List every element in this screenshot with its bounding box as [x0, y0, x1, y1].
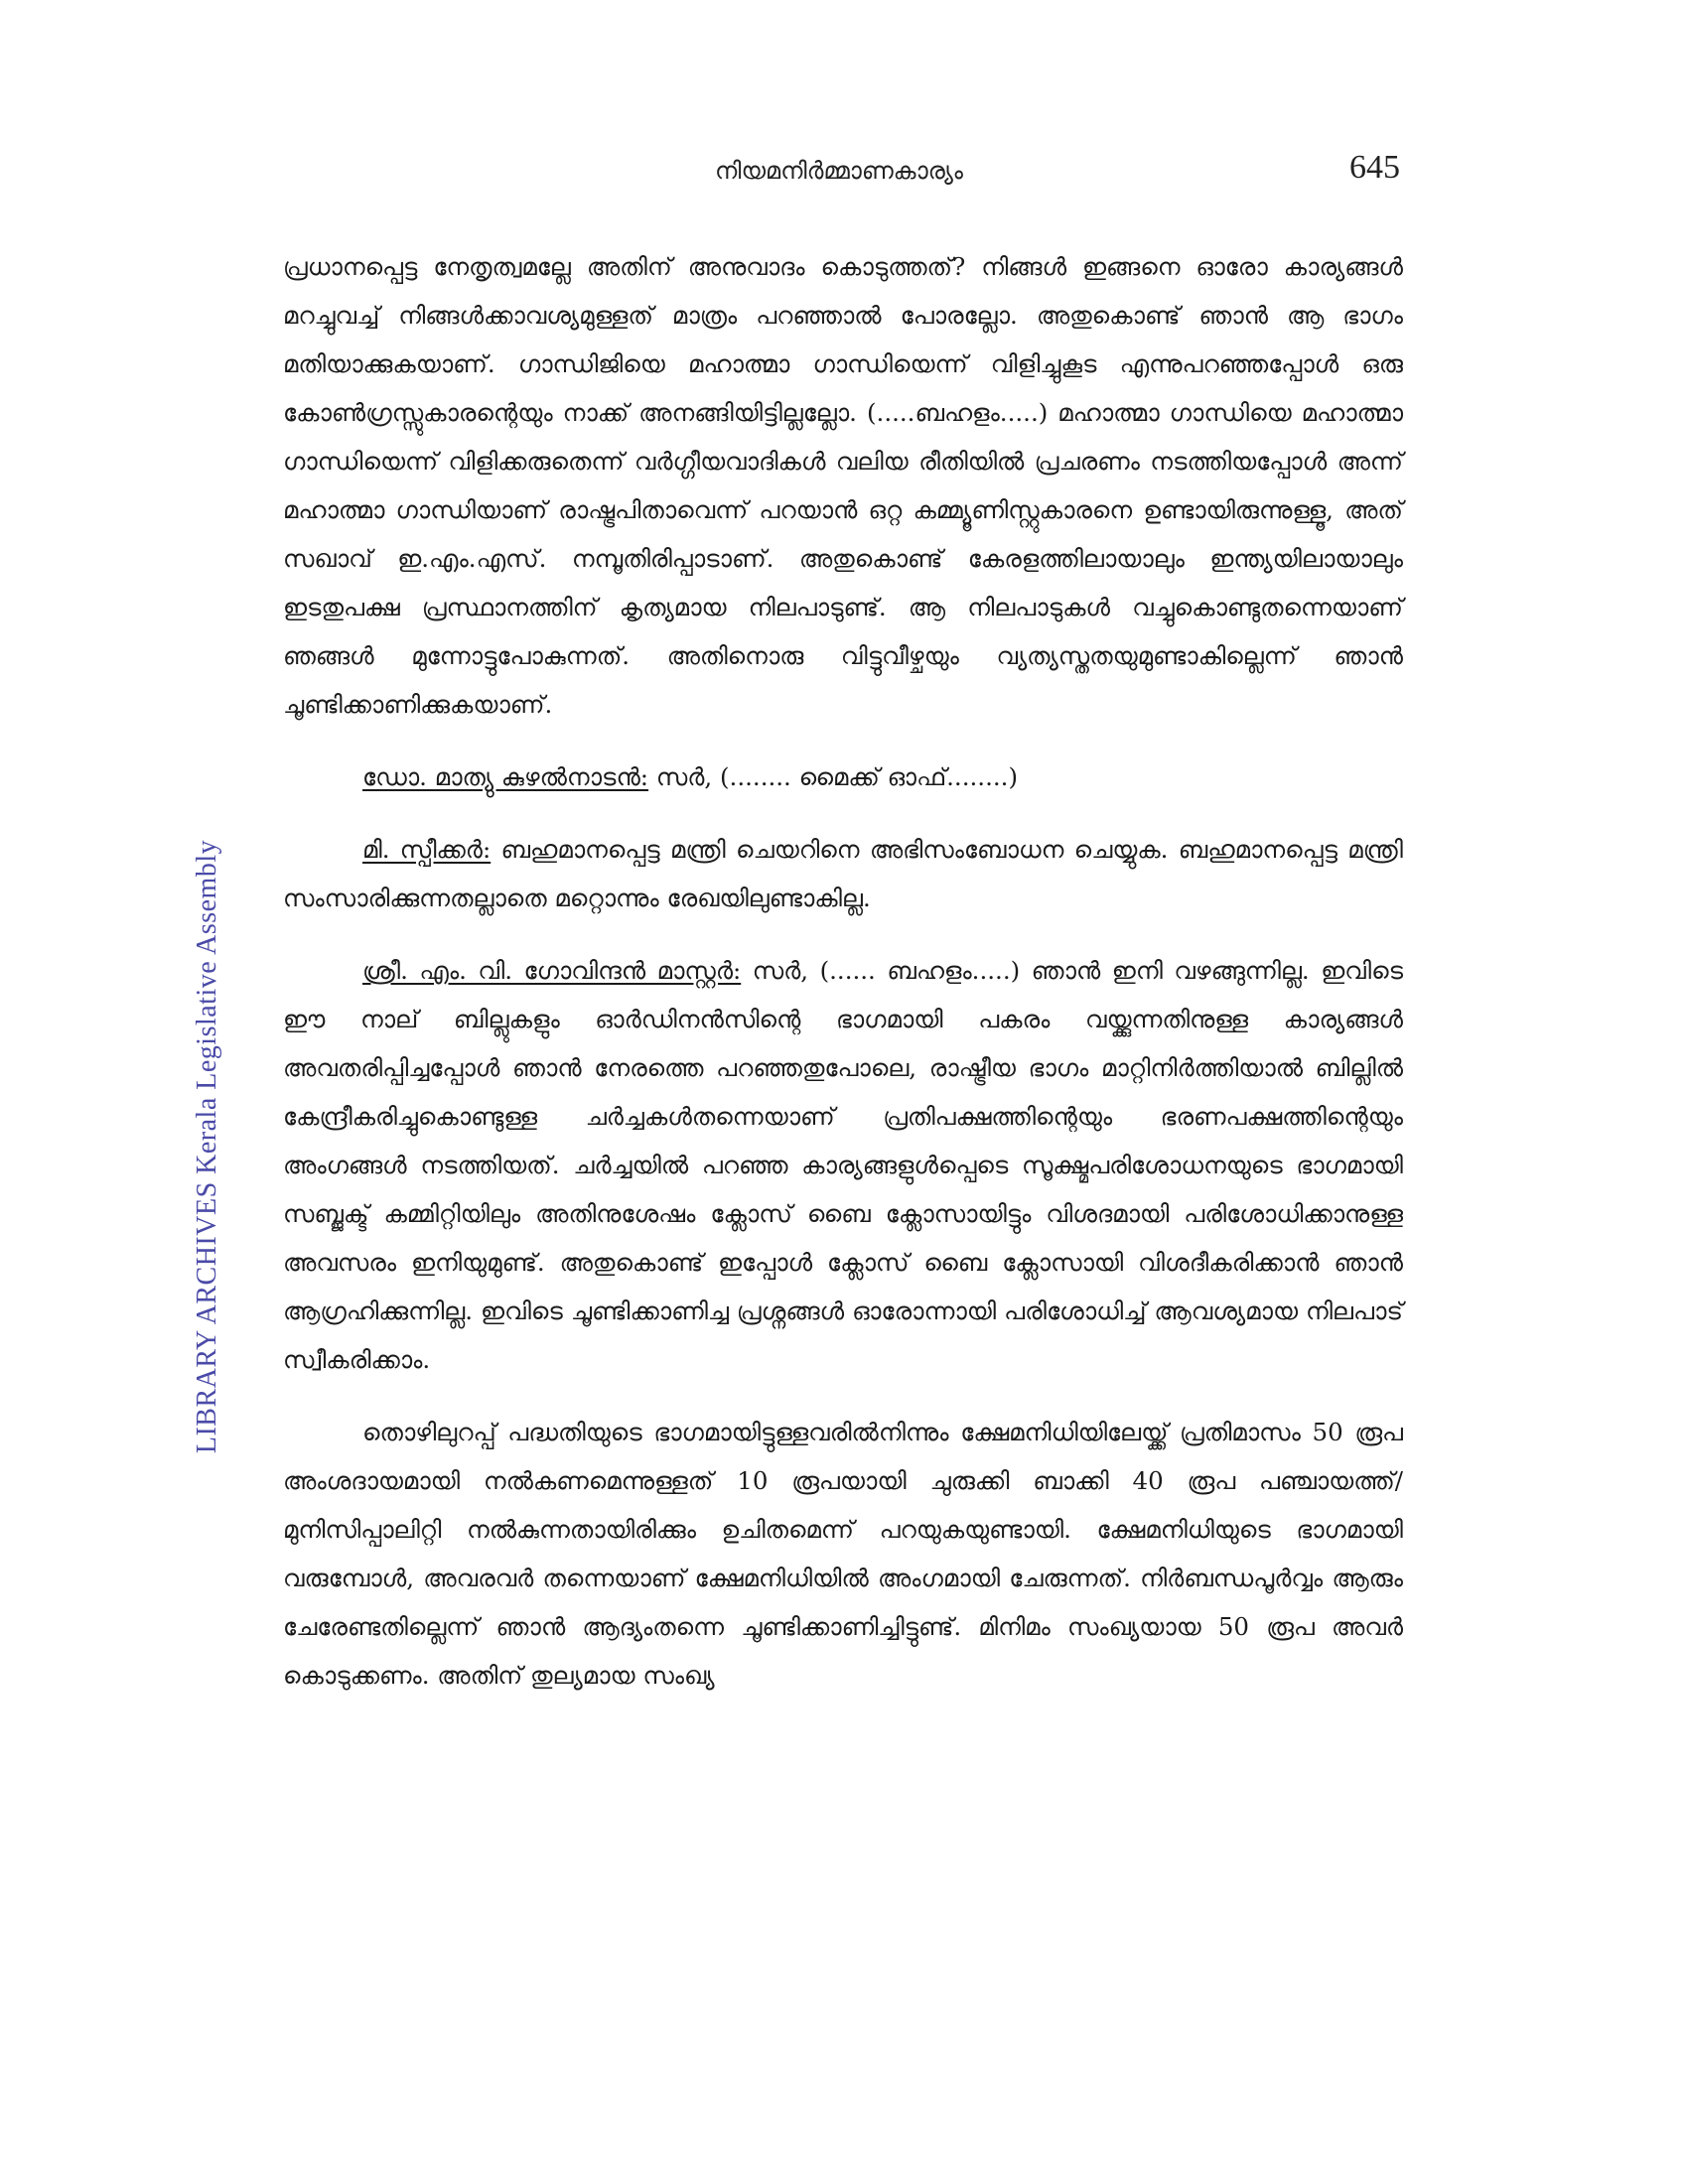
- archive-stamp: LIBRARY ARCHIVES Kerala Legislative Assembly: [192, 839, 222, 1454]
- speaker-name: ശ്രീ. എം. വി. ഗോവിന്ദൻ മാസ്റ്റർ:: [362, 956, 742, 985]
- speech-paragraph: [283, 752, 1403, 801]
- speech-text: ബഹുമാനപ്പെട്ട മന്ത്രി ചെയറിനെ അഭിസംബോധന ചെയ്യുക. ബഹുമാനപ്പെട്ട മന്ത്രി സംസാരിക്കുന്നതല്ലാതെ മറ്റൊന്നും രേഖയിലുണ്ടാകില്ല.: [283, 835, 1403, 912]
- paragraph-text: തൊഴിലുറപ്പ് പദ്ധതിയുടെ ഭാഗമായിട്ടുള്ളവരിൽനിന്നും ക്ഷേമനിധിയിലേയ്ക്ക് പ്രതിമാസം 50 രൂപ അംശദായമായി നൽകണമെന്നുള്ളത് 10 രൂപയായി ചുരുക്കി ബാക്കി 40 രൂപ പഞ്ചായത്ത്/മുനിസിപ്പാലിറ്റി നൽകുന്നതായിരിക്കും ഉചിതമെന്ന് പറയുകയുണ്ടായി. ക്ഷേമനിധിയുടെ ഭാഗമായി വരുമ്പോൾ, അവരവർ തന്നെയാണ് ക്ഷേമനിധിയിൽ അംഗമായി ചേരുന്നത്. നിർബന്ധപൂർവ്വം ആരും ചേരേണ്ടതില്ലെന്ന് ഞാൻ ആദ്യംതന്നെ ചൂണ്ടിക്കാണിച്ചിട്ടുണ്ട്. മിനിമം സംഖ്യയായ 50 രൂപ അവർ കൊടുക്കണം. അതിന് തുല്യമായ സംഖ്യ: [283, 1418, 1403, 1690]
- paragraph-continuation: [283, 242, 1403, 729]
- speech-paragraph: [283, 946, 1403, 1384]
- speech-text: സർ, (...... ബഹളം.....) ഞാൻ ഇനി വഴങ്ങുന്നില്ല. ഇവിടെ ഈ നാല് ബില്ലുകളും ഓർഡിനൻസിന്റെ ഭാഗമായി പകരം വയ്ക്കുന്നതിനുള്ള കാര്യങ്ങൾ അവതരിപ്പിച്ചപ്പോൾ ഞാൻ നേരത്തെ പറഞ്ഞതുപോലെ, രാഷ്ട്രീയ ഭാഗം മാറ്റിനിർത്തിയാൽ ബില്ലിൽ കേന്ദ്രീകരിച്ചുകൊണ്ടുള്ള ചർച്ചകൾതന്നെയാണ് പ്രതിപക്ഷത്തിന്റെയും ഭരണപക്ഷത്തിന്റെയും അംഗങ്ങൾ നടത്തിയത്. ചർച്ചയിൽ പറഞ്ഞ കാര്യങ്ങളുൾപ്പെടെ സൂക്ഷ്മപരിശോധനയുടെ ഭാഗമായി സബ്ജക്ട് കമ്മിറ്റിയിലും അതിനുശേഷം ക്ലോസ് ബൈ ക്ലോസായിട്ടും വിശദമായി പരിശോധിക്കാനുള്ള അവസരം ഇനിയുമുണ്ട്. അതുകൊണ്ട് ഇപ്പോൾ ക്ലോസ് ബൈ ക്ലോസായി വിശദീകരിക്കാൻ ഞാൻ ആഗ്രഹിക്കുന്നില്ല. ഇവിടെ ചൂണ്ടിക്കാണിച്ച പ്രശ്നങ്ങൾ ഓരോന്നായി പരിശോധിച്ച് ആവശ്യമായ നിലപാട് സ്വീകരിക്കാം.: [283, 956, 1403, 1374]
- paragraph-text: പ്രധാനപ്പെട്ട നേതൃത്വമല്ലേ അതിന് അനുവാദം കൊടുത്തത്? നിങ്ങൾ ഇങ്ങനെ ഓരോ കാര്യങ്ങൾ മറച്ചുവച്ച് നിങ്ങൾക്കാവശ്യമുള്ളത് മാത്രം പറഞ്ഞാൽ പോരല്ലോ. അതുകൊണ്ട് ഞാൻ ആ ഭാഗം മതിയാക്കുകയാണ്. ഗാന്ധിജിയെ മഹാത്മാ ഗാന്ധിയെന്ന് വിളിച്ചുകൂട എന്നുപറഞ്ഞപ്പോൾ ഒരു കോൺഗ്രസ്സുകാരന്റെയും നാക്ക് അനങ്ങിയിട്ടില്ലല്ലോ. (.....ബഹളം.....) മഹാത്മാ ഗാന്ധിയെ മഹാത്മാ ഗാന്ധിയെന്ന് വിളിക്കരുതെന്ന് വർഗ്ഗീയവാദികൾ വലിയ രീതിയിൽ പ്രചരണം നടത്തിയപ്പോൾ അന്ന് മഹാത്മാ ഗാന്ധിയാണ് രാഷ്ട്രപിതാവെന്ന് പറയാൻ ഒറ്റ കമ്മ്യൂണിസ്റ്റുകാരനെ ഉണ്ടായിരുന്നുള്ളൂ, അത് സഖാവ് ഇ.എം.എസ്. നമ്പൂതിരിപ്പാടാണ്. അതുകൊണ്ട് കേരളത്തിലായാലും ഇന്ത്യയിലായാലും ഇടതുപക്ഷ പ്രസ്ഥാനത്തിന് കൃത്യമായ നിലപാടുണ്ട്. ആ നിലപാടുകൾ വച്ചുകൊണ്ടുതന്നെയാണ് ഞങ്ങൾ മുന്നോട്ടുപോകുന്നത്. അതിനൊരു വിട്ടുവീഴ്ചയും വ്യത്യസ്തതയുമുണ്ടാകില്ലെന്ന് ഞാൻ ചൂണ്ടിക്കാണിക്കുകയാണ്.: [283, 252, 1403, 719]
- speaker-name: മി. സ്പീക്കർ:: [362, 835, 492, 864]
- page-body: [283, 242, 1403, 1723]
- page-number: 645: [1349, 149, 1400, 186]
- speaker-name: ഡോ. മാത്യു കുഴൽനാടൻ:: [362, 762, 649, 791]
- running-title: നിയമനിർമ്മാണകാര്യം: [715, 157, 963, 185]
- speech-text: സർ, (........ മൈക്ക് ഓഫ്........): [648, 762, 1019, 791]
- speech-paragraph: [283, 825, 1403, 922]
- paragraph: [283, 1408, 1403, 1700]
- running-header: [278, 149, 1400, 189]
